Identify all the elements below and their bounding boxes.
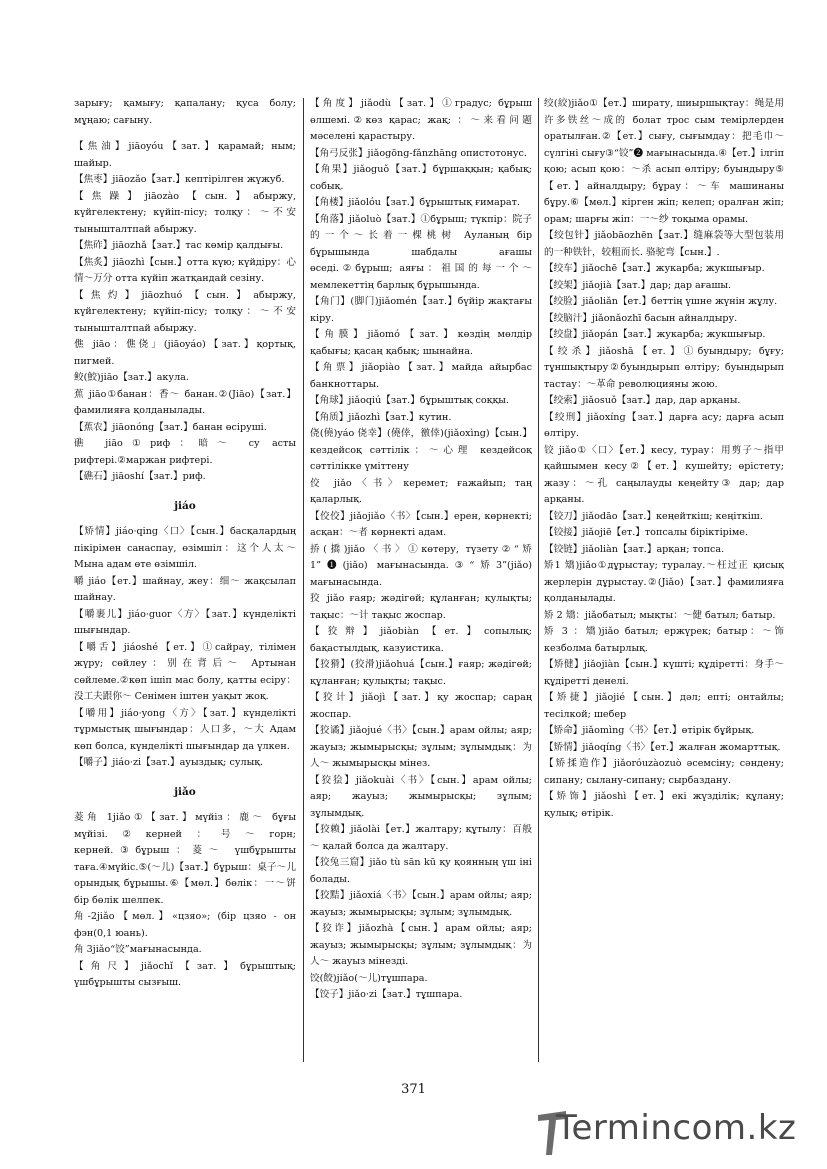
dictionary-entry: 【焦躁】jiāozào【сын.】абыржу, күйгелектену; күйіп-пісу; толқу：～不安 тынышталтпай абыржу.: [74, 190, 296, 235]
dictionary-entry: 蕉 jiāo①банан：香～ банан.②(Jiāo)【зат.】фамилияға қолданылады.: [74, 388, 296, 416]
dictionary-entry: 【角楼】jiǎolóu【зат.】бұрыштық ғимарат.: [310, 197, 520, 208]
dictionary-entry: 【绞架】jiǎojià【зат.】дар; дар ағашы.: [544, 279, 732, 291]
column-divider: [303, 98, 304, 1062]
dictionary-entry: 【绞包针】jiǎobāozhēn【зат.】缝麻袋等大型包装用的一种铁针，较粗而长. 骆驼弯【сын.】.: [544, 230, 784, 258]
dictionary-entry: 【铰接】jiǎojiē【ет.】топсалы біріктіріме.: [544, 527, 749, 538]
dictionary-entry: 角 3jiǎo“饺”мағынасында.: [74, 944, 202, 955]
dictionary-entry: 【铰刀】jiǎodāo【зат.】кеңейткіш; кеңіткіш.: [544, 510, 763, 522]
dictionary-entry: 僬 jiāo：僬侥」(jiāoyáo)【зат.】қортық, пигмей.: [74, 339, 296, 367]
dictionary-entry: 【焦灼】jiāozhuó【сын.】абыржу, күйгелектену; күйіп-пісу; толқу：～不安 тынышталтпай абыржу.: [74, 289, 296, 334]
dictionary-entry: 佼 jiǎo〈书〉керемет; ғажайып; таң қаларлық.: [310, 477, 532, 505]
dictionary-entry: 【嚼子】jiáo·zi【зат.】ауыздық; сулық.: [74, 757, 264, 768]
dictionary-entry: 【绞杀】jiǎoshā【ет.】①буындыру; бұғу; тұншықтыру②буындырып өлтіру; буындырып тастау：～革命 революцияны жою.: [544, 345, 784, 390]
spacer: [74, 129, 296, 139]
dictionary-entry: 【佼佼】jiǎojiǎo〈书〉【сын.】ерен, көрнекті; асқан：～者 көрнекті адам.: [310, 510, 532, 538]
dictionary-entry: 鲛(鮫)jiāo【зат.】акула.: [74, 372, 189, 383]
dictionary-entry: 【矫命】jiǎomìng〈书〉【ет.】өтірік бұйрық.: [544, 725, 755, 736]
dictionary-entry: 【角票】jiǎopiào【зат.】майда айырбас банкноттары.: [310, 362, 532, 390]
dictionary-entry: 【狡计】jiǎojì【зат.】қу жоспар; сараң жоспар.: [310, 692, 532, 720]
watermark-text: Termincom.kz: [556, 1108, 797, 1148]
dictionary-entry: 角-2jiǎo【мөл.】«цзяо»; (бір цзяо - он фэн(0,1 юань).: [74, 911, 296, 939]
dictionary-entry: 【绞盘】jiǎopán【зат.】жукарба; жукшығыр.: [544, 329, 766, 340]
dictionary-entry: 【绞车】jiǎochē【зат.】жукарба; жукшығыр.: [544, 263, 765, 274]
column-right: [544, 96, 784, 1071]
dictionary-entry: 【焦油】jiāoyóu【зат.】қарамай; ным; шайыр.: [74, 141, 296, 169]
dictionary-entry: 嚼 jiáo【ет.】шайнау, жеу：细～ жақсылап шайнау.: [74, 575, 296, 603]
dictionary-entry: 【矫捷】jiǎojié【сын.】дәл; епті; онтайлы; тесілкой; шебер: [544, 692, 784, 720]
dictionary-entry: 【狡赖】jiǎolài【ет.】жалтару; құтылу：百般～ қалай болса да жалтару.: [310, 824, 532, 852]
dictionary-entry: 【角落】jiǎoluò【зат.】①бұрыш; түкпір：院子的一个～长着一棵桃树 Ауланың бір бұрышында шабдалы ағашы өседі.②бұрыш; аяғы：祖国的每一个～ мемлекеттің барлық бұрышында.: [310, 213, 532, 291]
dictionary-entry: 菱角 1jiǎo①【зат.】мүйіз：鹿～ бұғы мүйізі.②керней：号～горн; керней.③бұрыш：菱～ үшбұрышты таға.④мүйіс.⑤(～儿)【зат.】бұрыш：桌子～儿 орындық бұрышы.⑥【мөл.】бөлік：一～饼 бір бөлік шелпек.: [74, 812, 296, 906]
dictionary-entry: 【狡兔三窟】jiǎo tù sān kū қу қоянның үш іні болады.: [310, 857, 532, 885]
dictionary-entry: 礁 jiāo①риф：暗～ су асты рифтері.②маржан рифтері.: [74, 438, 296, 466]
section-heading: jiǎo: [174, 785, 196, 798]
dictionary-entry: 【绞脑汁】jiǎonǎozhī басын айналдыру.: [544, 312, 738, 324]
dictionary-entry: 【焦砟】jiāozhǎ【зат.】тас көмір қалдығы.: [74, 240, 284, 251]
dictionary-entry: 【角弓反张】jiǎogōng-fǎnzhāng опистотонус.: [310, 147, 527, 159]
dictionary-entry: 【嚼用】jiáo·yong〈方〉【зат.】күнделікті тұрмыстық шығындар：人口多，～大 Адам көп болса, күнделікті шығындар да үлкен.: [74, 707, 296, 752]
dictionary-entry: 【绞脸】jiǎoliǎn【ет.】беттің үшне жүнін жұлу.: [544, 296, 778, 307]
dictionary-page: [74, 96, 784, 1076]
dictionary-entry: 【角度】jiǎodù【зат.】①градус; бұрыш өлшемі.②көз қарас; жақ; ：～来看问题 мәселені қарастыру.: [310, 98, 532, 142]
column-middle: [310, 96, 532, 1071]
dictionary-entry: 饺(餃)jiǎo(～儿)тұшпара.: [310, 972, 428, 984]
dictionary-entry: 【狡猾】(狡滑)jiǎohuá【сын.】ғаяр; жәдігөй; құланған; қулықты; тақыс.: [310, 659, 532, 687]
dictionary-entry: 【饺子】jiǎo·zi【зат.】тұшпара.: [310, 989, 463, 1000]
column-divider: [538, 98, 539, 1062]
dictionary-entry: 【角尺】jiǎochǐ【зат.】бұрыштық; үшбұрышты сызғыш.: [74, 960, 296, 988]
dictionary-entry: 【绞索】jiǎosuǒ【зат.】дар, дар арқаны.: [544, 395, 741, 406]
section-heading: jiáo: [174, 499, 196, 512]
dictionary-entry: 【矫揉造作】jiǎoróuzàozuò әсемсіну; сәндену; сипану; сылану-сипану; сырбаздану.: [544, 758, 784, 786]
dictionary-entry: зарығу; қамығу; қапалану; қуса болу; мұңаю; сағыну.: [74, 98, 296, 126]
site-watermark: [538, 1108, 813, 1160]
dictionary-entry: 【焦炙】jiāozhì【сын.】отта күю; күйдіру：心情～万分 отта күйіп жатқандай сезіну.: [74, 256, 296, 284]
dictionary-entry: 【角门】(脚门)jiǎomén【зат.】бүйір жақтағы кіру.: [310, 296, 532, 324]
dictionary-entry: 【蕉农】jiāonóng【зат.】банан өсіруші.: [74, 421, 267, 433]
dictionary-entry: 【角果】jiǎoguǒ【зат.】бұршаққын; қабық; собық.: [310, 164, 532, 192]
dictionary-entry: 挢(撟)jiǎo〈书〉①көтеру, түзету②“矫1”❶(jiǎo) мағынасында.③“矫3”(jiǎo) мағынасында.: [310, 543, 532, 588]
dictionary-entry: 【角膜】jiǎomó【зат.】көздің мөлдір қабығы; қасаң қабық; шынайна.: [310, 329, 532, 357]
dictionary-entry: 【狡诈】jiǎozhà【сын.】арам ойлы; аяр; жауыз; жымырысқы; зұлым; зұлымдық：为人～ жауыз мінезді.: [310, 923, 532, 967]
column-left: [74, 96, 296, 1071]
dictionary-entry: 【矫情】jiǎoqíng〈书〉【ет.】жалған жомарттық.: [544, 741, 781, 753]
dictionary-entry: 狡 jiǎo ғаяр; жәдігөй; құланған; қулықты; тақыс：～计 тақыс жоспар.: [310, 593, 532, 621]
dictionary-entry: 【焦枣】jiāozǎo【зат.】кептірілген жүжуб.: [74, 174, 285, 185]
page-number: 371: [401, 1082, 426, 1097]
dictionary-entry: 矫1 矯)jiǎo①дұрыстау; туралау.～枉过正 қисық жерлерін дұрыстау.②(Jiǎo)【зат.】фамилияға қолданылады.: [544, 560, 784, 604]
dictionary-entry: 矫 2 矯：jiǎoбатыл; мықты：～健 батыл; батыр.: [544, 609, 776, 621]
dictionary-entry: 【矫健】jiǎojiàn【сын.】күшті; құдіретті：身手～ құдіретті денелі.: [544, 659, 784, 687]
dictionary-entry: 绞(絞)jiǎo①【ет.】ширату, шиыршықтау：绳是用许多铁丝～成的 болат трос сым темірлерден оратылған.②【ет.】сығу, сығымдау：把毛巾～ сүлгіні сығу③“铰”❷ мағынасында.④【ет.】ілгіп қою; асып қою：～杀 асып өлтіру; буындыру⑤【ет.】айналдыру; бұрау：～车 машинаны бұру.⑥【мөл.】кірген жіп; келеп; оралған жіп; орам; шарғы жіп：一～纱 тоқыма орамы.: [544, 98, 784, 225]
dictionary-entry: 【狡辩】jiǎobiàn【ет.】сопылық; бақастылдық, казуистика.: [310, 626, 532, 654]
dictionary-entry: 【角球】jiǎoqiú【зат.】бұрыштық соққы.: [310, 395, 509, 406]
dictionary-entry: 【狡谲】jiǎojué〈书〉【сын.】арам ойлы; аяр; жауыз; жымырысқы; зұлым; зұлымдық：为人～ жымырысқы мінез.: [310, 725, 532, 769]
dictionary-entry: 【狡狯】jiǎokuài〈书〉【сын.】арам ойлы; аяр; жауыз; жымырысқы; зұлым; зұлымдық.: [310, 774, 532, 819]
dictionary-entry: 矫 3 ：矯)jiǎo батыл; ержүрек; батыр：～饰 кезболма батырлық.: [544, 626, 784, 654]
dictionary-entry: 【铰链】jiǎoliàn【зат.】арқан; топса.: [544, 543, 725, 555]
dictionary-entry: 【角质】jiǎozhì【зат.】кутин.: [310, 411, 452, 423]
dictionary-entry: 【矫情】jiáo·qing〈口〉【сын.】басқалардың пікірімен санаспау, өзімшіл：这个人太～ Мына адам өте өзімшіл.: [74, 526, 296, 570]
dictionary-entry: 侥(僥)yáo 侥幸】(僥倖，徼倖)(jiǎoxìng)【сын.】кездейсоқ сәттілік：～心理 кездейсоқ сәттілікке үміттену: [310, 428, 532, 472]
dictionary-entry: 【矫饰】jiǎoshì【ет.】екі жүзділік; құлану; қулық; өтірік.: [544, 791, 784, 819]
dictionary-entry: 【礁石】jiāoshí【зат.】риф.: [74, 471, 206, 482]
dictionary-entry: 【绞刑】jiǎoxíng【зат.】дарға асу; дарға асып өлтіру.: [544, 411, 784, 439]
dictionary-entry: 【狡黠】jiǎoxiá〈书〉【сын.】арам ойлы; аяр; жауыз; жымырысқы; зұлым; зұлымдық.: [310, 890, 532, 918]
dictionary-entry: 【嚼裹儿】jiáo·guor〈方〉【зат.】күнделікті шығындар.: [74, 608, 296, 636]
dictionary-entry: 铰 jiǎo①〈口〉【ет.】кесу, турау：用剪子～指甲 қайшымен кесу②【ет.】кушейту; өрістету; жазу：～孔 саңылауды кеңейту③ дар; дар арқаны.: [544, 444, 784, 505]
dictionary-entry: 【嚼舌】jiáoshé【ет.】①сайрау, тілімен жүру; сөйлеу：别在背后～ Артынан сөйлеме.②көп ішіп мас болу, қатты есіру：没工夫跟你～ Сенімен іштен уақыт жоқ.: [74, 641, 296, 702]
